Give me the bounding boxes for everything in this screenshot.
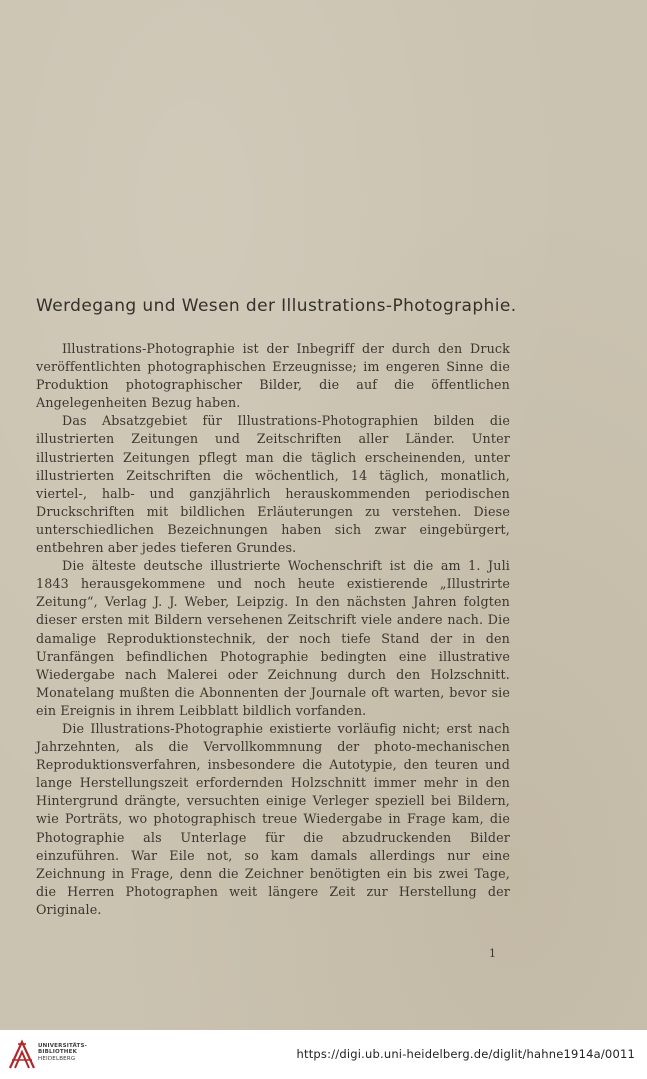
paragraph-1: Illustrations-Photographie ist der Inbegriff der durch den Druck veröffentlichten photographischen Erzeugnisse; im engeren Sinne die Produktion photographischer Bilder, die auf die öffentlichen Angelegenheiten Bezug haben. bbox=[36, 341, 510, 411]
source-url-link[interactable]: https://digi.ub.uni-heidelberg.de/diglit/hahne1914a/0011 bbox=[296, 1047, 635, 1061]
paragraph-2: Das Absatzgebiet für Illustrations-Photographien bilden die illustrierten Zeitungen und Zeitschriften aller Länder. Unter illustrierten Zeitungen pflegt man die täglich erscheinenden, unter illustrierten Zeitschriften die wöchentlich, 14 täglich, monatlich, viertel-, halb- und ganzjährlich herauskommenden periodischen Druckschriften mit bildlichen Erläuterungen zu verstehen. Diese unterschiedlichen Bezeichnungen haben sich zwar eingebürgert, entbehren aber jedes tieferen Grundes. bbox=[36, 413, 510, 556]
page-number: 1 bbox=[489, 947, 496, 960]
viewer-footer bbox=[0, 1030, 647, 1079]
chapter-heading: Werdegang und Wesen der Illustrations-Photographie. bbox=[36, 296, 517, 316]
logo-line-3: HEIDELBERG bbox=[38, 1055, 76, 1062]
library-logo-text[interactable] bbox=[38, 1043, 87, 1062]
body-text bbox=[36, 340, 510, 919]
paragraph-4: Die Illustrations-Photographie existierte vorläufig nicht; erst nach Jahrzehnten, als die Vervollkommnung der photo-mechanischen Reproduktionsverfahren, insbesondere die Autotypie, den teuren und lange Herstellungszeit erfordernden Holzschnitt immer mehr in den Hintergrund drängte, versuchten einige Verleger speziell bei Bildern, wie Porträts, wo photographisch treue Wiedergabe in Frage kam, die Photographie als Unterlage für die abzudruckenden Bilder einzuführen. War Eile not, so kam damals allerdings nur eine Zeichnung in Frage, denn die Zeichner benötigten ein bis zwei Tage, die Herren Photographen weit längere Zeit zur Herstellung der Originale. bbox=[36, 720, 510, 917]
logo-line-2: BIBLIOTHEK bbox=[38, 1049, 78, 1056]
logo-line-1: UNIVERSITÄTS- bbox=[38, 1043, 88, 1049]
paragraph-3: Die älteste deutsche illustrierte Wochenschrift ist die am 1. Juli 1843 herausgekommene und noch heute existierende „Illustrirte Zeitung“, Verlag J. J. Weber, Leipzig. In den nächsten Jahren folgten dieser ersten mit Bildern versehenen Zeitschrift viele andere nach. Die damalige Reproduktionstechnik, der noch tiefe Stand der in den Uranfängen befindlichen Photographie bedingten eine illustrative Wiedergabe nach Malerei oder Zeichnung durch den Holzschnitt. Monatelang mußten die Abonnenten der Journale oft warten, bevor sie ein Ereignis in ihrem Leibblatt bildlich vorfanden. bbox=[36, 558, 510, 718]
library-logo-icon[interactable] bbox=[8, 1038, 36, 1070]
